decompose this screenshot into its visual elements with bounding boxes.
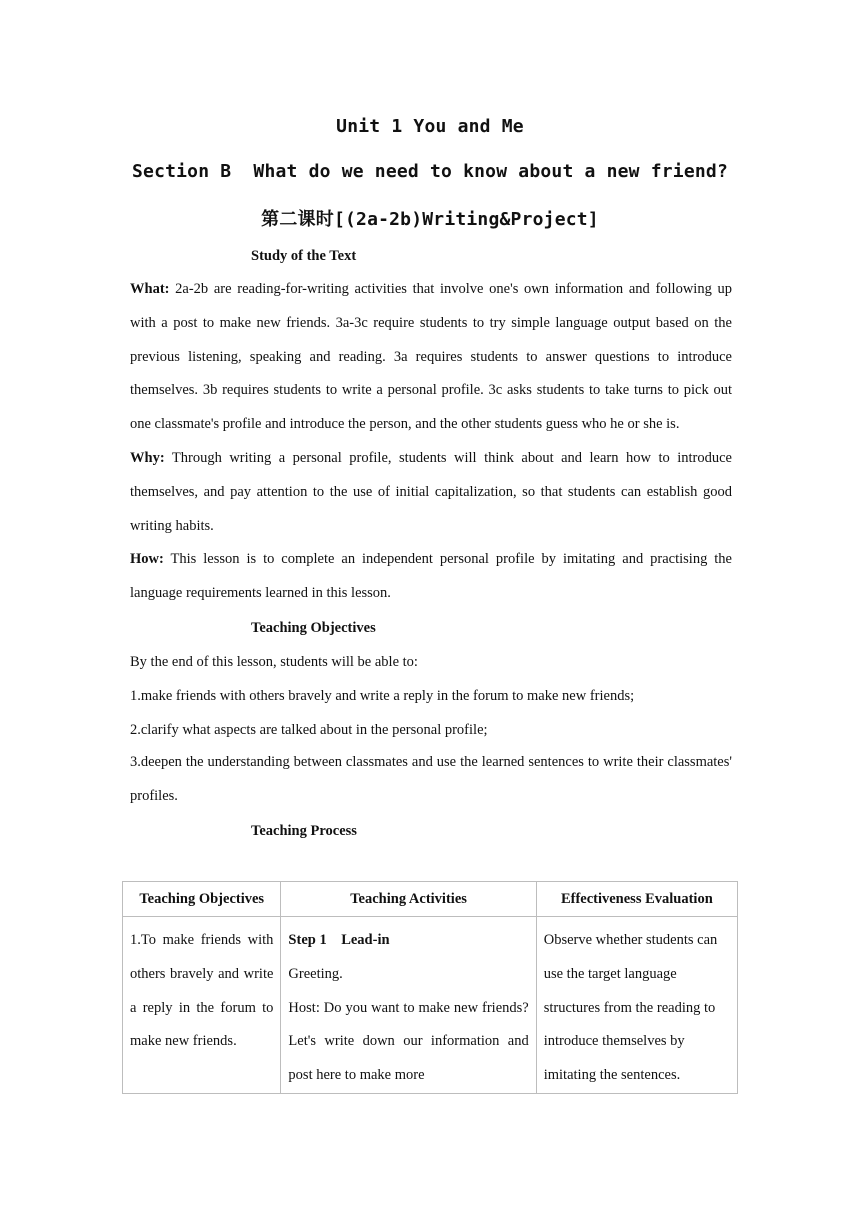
- objective-item: 3.deepen the understanding between classmates and use the learned sentences to write their classmates' profiles.: [130, 754, 732, 804]
- why-label: Why:: [130, 450, 165, 466]
- what-label: What:: [130, 281, 170, 297]
- how-label: How:: [130, 551, 164, 567]
- why-text: Through writing a personal profile, students will think about and learn how to introduce themselves, and pay attention to the use of initial capitalization, so that students can establish good writing habits.: [130, 450, 732, 534]
- objective-item: 1.make friends with others bravely and write a reply in the forum to make new friends;: [130, 688, 635, 704]
- section-title: Section B What do we need to know about a new friend?: [132, 161, 728, 182]
- column-header: Teaching Activities: [281, 882, 536, 917]
- study-how-paragraph: [130, 543, 732, 611]
- objectives-heading: Teaching Objectives: [251, 620, 376, 636]
- column-header: Effectiveness Evaluation: [536, 882, 737, 917]
- greeting-text: Greeting.: [288, 965, 343, 982]
- study-why-paragraph: [130, 442, 732, 543]
- teaching-process-table: [122, 881, 738, 1094]
- study-heading: Study of the Text: [251, 248, 357, 264]
- lesson-title: 第二课时[(2a-2b)Writing&Project]: [261, 209, 599, 230]
- table-header-row: [123, 882, 738, 917]
- objective-cell: 1.To make friends with others bravely and write a reply in the forum to make new friends.: [123, 917, 281, 1094]
- host-text: Host: Do you want to make new friends? Let's write down our information and post here to make more: [288, 999, 529, 1084]
- step-label: Step 1 Lead-in: [288, 932, 390, 948]
- unit-title: Unit 1 You and Me: [336, 116, 524, 137]
- study-what-paragraph: [130, 273, 732, 442]
- how-text: This lesson is to complete an independent personal profile by imitating and practising the language requirements learned in this lesson.: [130, 551, 732, 601]
- objective-item: 2.clarify what aspects are talked about in the personal profile;: [130, 722, 488, 738]
- what-text: 2a-2b are reading-for-writing activities that involve one's own information and following up with a post to make new friends. 3a-3c require students to try simple language output based on the previous listening, speaking and reading. 3a requires students to answer questions to introduce themselves. 3b requires students to write a personal profile. 3c asks students to take turns to pick out one classmate's profile and introduce the person, and the other students guess who he or she is.: [130, 281, 733, 433]
- evaluation-cell: Observe whether students can use the target language structures from the reading to introduce themselves by imitating the sentences.: [536, 917, 737, 1094]
- column-header: Teaching Objectives: [123, 882, 281, 917]
- process-heading: Teaching Process: [251, 823, 357, 839]
- activities-cell: [281, 917, 536, 1094]
- objectives-intro: By the end of this lesson, students will be able to:: [130, 654, 418, 670]
- table-row: [123, 917, 738, 1094]
